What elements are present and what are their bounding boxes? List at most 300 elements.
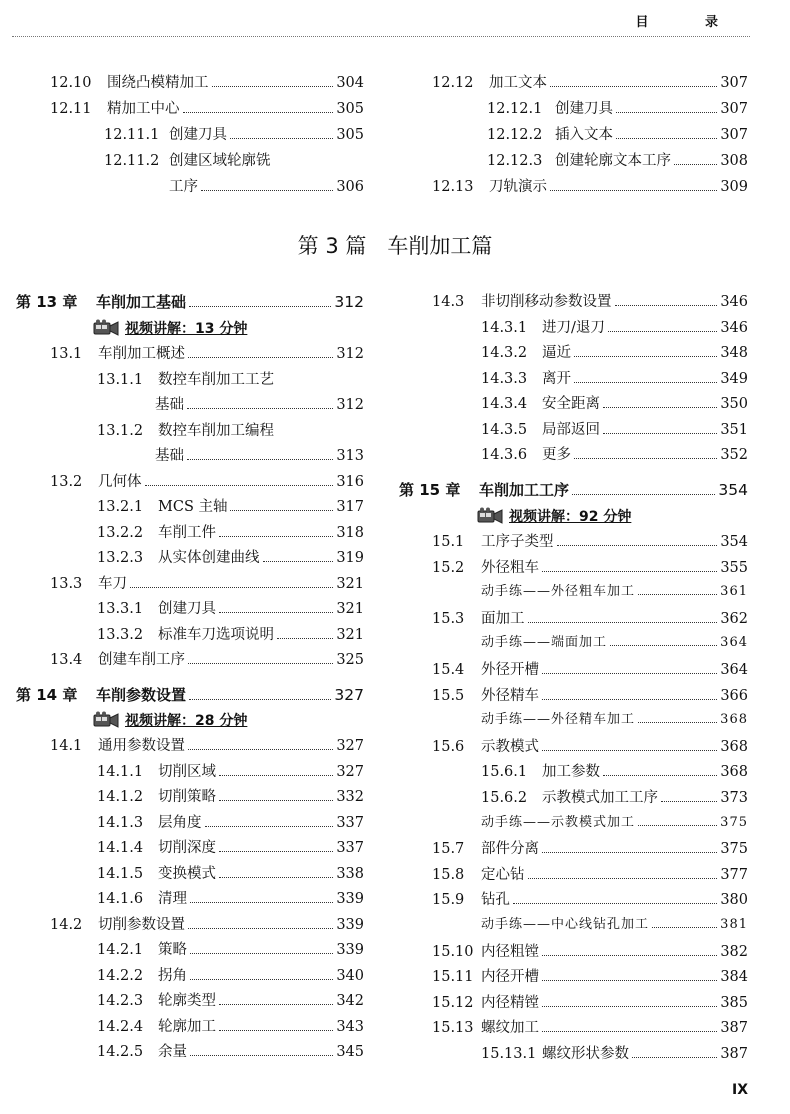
toc-entry[interactable]: [432, 73, 748, 93]
entry-page: 387: [720, 1020, 748, 1037]
entry-number: 13.2.2: [97, 524, 144, 541]
dot-leader: [190, 940, 333, 954]
exercise-entry[interactable]: [481, 581, 748, 602]
entry-number: 15.6.1: [481, 764, 528, 781]
toc-entry[interactable]: [432, 660, 748, 680]
toc-entry[interactable]: [432, 967, 748, 987]
entry-title: MCS 主轴: [158, 499, 228, 515]
toc-entry[interactable]: [97, 864, 364, 884]
toc-entry[interactable]: [481, 318, 748, 338]
dot-leader: [542, 686, 717, 700]
toc-entry[interactable]: [481, 788, 748, 808]
entry-number: 12.11: [50, 101, 92, 117]
entry-number: 14.2.1: [97, 942, 144, 958]
entry-page: 339: [336, 891, 364, 907]
chapter-heading[interactable]: [16, 292, 364, 312]
entry-page: 305: [336, 101, 364, 117]
video-camera-icon: [93, 319, 119, 337]
entry-number: 13.1.1: [97, 371, 144, 388]
entry-page: 361: [720, 584, 748, 600]
entry-page: 355: [720, 559, 748, 576]
entry-number: 14.1.5: [97, 865, 144, 882]
video-duration: 视频讲解：92 分钟: [509, 509, 632, 525]
entry-number: 15.13: [432, 1020, 474, 1037]
toc-entry[interactable]: [50, 99, 364, 119]
entry-title: 车削加工概述: [98, 346, 185, 362]
entry-number: 14.1.2: [97, 789, 144, 805]
entry-number: 13.4: [50, 652, 83, 668]
entry-page: 327: [336, 738, 364, 754]
entry-page: 306: [336, 179, 364, 195]
toc-entry[interactable]: [432, 865, 748, 885]
dot-leader: [188, 650, 333, 664]
entry-title: 轮廓加工: [158, 1018, 216, 1035]
entry-page: 308: [720, 153, 748, 169]
entry-page: 332: [336, 789, 364, 805]
toc-entry[interactable]: [481, 445, 748, 465]
dot-leader: [219, 1017, 333, 1031]
toc-entry[interactable]: [97, 838, 364, 858]
entry-page: 321: [336, 601, 364, 617]
toc-entry[interactable]: [432, 1018, 748, 1038]
entry-title: 层角度: [158, 814, 202, 831]
entry-title: 车刀: [98, 575, 127, 592]
entry-title: 切削参数设置: [98, 916, 185, 933]
entry-page: 312: [336, 346, 364, 362]
toc-entry[interactable]: [432, 292, 748, 312]
dot-leader: [574, 343, 717, 357]
entry-page: 368: [720, 712, 748, 728]
entry-page: 339: [336, 916, 364, 933]
entry-number: 15.6: [432, 738, 465, 755]
entry-number: 14.1: [50, 738, 83, 754]
entry-title: 切削区域: [158, 763, 216, 780]
header-title: 目 录: [635, 15, 744, 30]
toc-entry[interactable]: [50, 915, 364, 935]
entry-title: 拐角: [158, 967, 187, 984]
entry-title: 内径精镗: [481, 994, 539, 1011]
entry-page: 313: [336, 448, 364, 464]
entry-title: 螺纹形状参数: [542, 1046, 629, 1062]
toc-entry[interactable]: [432, 609, 748, 629]
entry-number: 14.3.5: [481, 421, 528, 438]
toc-entry[interactable]: [169, 177, 364, 197]
entry-page: 346: [720, 319, 748, 336]
dot-leader: [542, 839, 717, 853]
toc-entry[interactable]: [481, 1044, 748, 1064]
dot-leader: [542, 967, 717, 981]
entry-number: 15.11: [432, 969, 474, 986]
entry-page: 337: [336, 814, 364, 831]
dot-leader: [219, 762, 333, 776]
dot-leader: [542, 993, 717, 1007]
toc-entry[interactable]: [50, 574, 364, 594]
toc-entry[interactable]: [104, 125, 364, 145]
entry-title: 外径精车: [481, 687, 539, 704]
entry-number: 14.2: [50, 916, 83, 933]
dot-leader: [183, 99, 334, 113]
entry-title: 动手练——外径精车加工: [481, 712, 636, 728]
entry-page: 354: [720, 534, 748, 550]
entry-title: 部件分离: [481, 841, 539, 858]
header-rule: [12, 36, 750, 37]
toc-entry[interactable]: [97, 1042, 364, 1062]
entry-title: 车削加工工序: [479, 481, 570, 499]
entry-page: 373: [720, 790, 748, 806]
entry-number: 15.2: [432, 559, 465, 576]
entry-number: 15.12: [432, 994, 474, 1011]
entry-page: 364: [720, 635, 748, 651]
dot-leader: [542, 942, 717, 956]
entry-number: 15.4: [432, 662, 465, 678]
entry-title: 数控车削加工编程: [158, 422, 274, 439]
dot-leader: [188, 915, 333, 929]
dot-leader: [603, 394, 717, 408]
dot-leader: [550, 177, 717, 191]
entry-page: 377: [720, 866, 748, 883]
toc-entry[interactable]: [432, 839, 748, 859]
toc-entry[interactable]: [481, 762, 748, 782]
toc-entry[interactable]: [97, 370, 364, 390]
entry-number: 14.1.6: [97, 891, 144, 907]
dot-leader: [638, 709, 717, 723]
entry-title: 逼近: [542, 345, 571, 361]
entry-title: 更多: [542, 447, 571, 463]
entry-page: 309: [720, 179, 748, 195]
entry-number: 第 14 章: [16, 686, 78, 704]
dot-leader: [528, 865, 718, 879]
dot-leader: [513, 890, 717, 904]
exercise-entry[interactable]: [481, 632, 748, 653]
entry-page: 343: [336, 1018, 364, 1035]
entry-page: 348: [720, 345, 748, 361]
entry-page: 317: [336, 499, 364, 515]
entry-number: 14.2.3: [97, 993, 144, 1009]
toc-entry[interactable]: [481, 420, 748, 440]
toc-entry[interactable]: [432, 177, 748, 197]
entry-title: 几何体: [98, 473, 142, 490]
dot-leader: [277, 625, 333, 639]
entry-page: 366: [720, 687, 748, 704]
entry-title: 精加工中心: [107, 101, 180, 117]
entry-number: 14.1.3: [97, 814, 144, 831]
toc-entry[interactable]: [432, 993, 748, 1013]
entry-title: 刀轨演示: [489, 179, 547, 195]
entry-page: 339: [336, 942, 364, 958]
dot-leader: [219, 991, 333, 1005]
entry-page: 354: [718, 481, 748, 499]
entry-number: 12.11.1: [104, 127, 160, 143]
entry-number: 15.7: [432, 841, 465, 858]
dot-leader: [542, 1018, 717, 1032]
entry-page: 368: [720, 764, 748, 781]
entry-number: 14.2.5: [97, 1044, 144, 1060]
entry-number: 14.3.1: [481, 319, 528, 336]
toc-entry[interactable]: [432, 558, 748, 578]
entry-number: 13.3: [50, 575, 83, 592]
entry-title: 车削工件: [158, 524, 216, 541]
entry-title: 离开: [542, 370, 571, 387]
entry-number: 第 15 章: [399, 481, 461, 499]
dot-leader: [219, 787, 333, 801]
entry-number: 14.3: [432, 294, 465, 310]
entry-page: 319: [336, 550, 364, 566]
entry-number: 15.3: [432, 610, 465, 627]
entry-title: 动手练——示教模式加工: [481, 814, 636, 830]
toc-entry[interactable]: [155, 395, 364, 415]
dot-leader: [130, 574, 333, 588]
toc-entry[interactable]: [481, 369, 748, 389]
toc-entry[interactable]: [97, 966, 364, 986]
toc-entry[interactable]: [50, 472, 364, 492]
entry-title: 外径粗车: [481, 559, 539, 576]
video-duration: 视频讲解：28 分钟: [125, 713, 248, 729]
entry-page: 337: [336, 840, 364, 856]
entry-page: 385: [720, 994, 748, 1011]
toc-entry[interactable]: [97, 1017, 364, 1037]
entry-page: 342: [336, 993, 364, 1009]
dot-leader: [528, 609, 718, 623]
entry-title: 切削深度: [158, 840, 216, 856]
entry-number: 13.1.2: [97, 422, 144, 439]
dot-leader: [189, 686, 331, 700]
dot-leader: [187, 446, 333, 460]
dot-leader: [661, 788, 717, 802]
entry-title: 变换模式: [158, 865, 216, 882]
entry-title: 内径粗镗: [481, 943, 539, 960]
entry-page: 362: [720, 610, 748, 627]
toc-entry[interactable]: [487, 99, 748, 119]
entry-page: 387: [720, 1046, 748, 1062]
entry-page: 345: [336, 1044, 364, 1060]
entry-page: 305: [336, 127, 364, 143]
entry-title: 安全距离: [542, 396, 600, 412]
toc-entry[interactable]: [432, 737, 748, 757]
entry-title: 基础: [155, 397, 184, 413]
dot-leader: [219, 599, 333, 613]
dot-leader: [542, 737, 717, 751]
page-header: [12, 0, 750, 38]
entry-page: 380: [720, 892, 748, 909]
entry-page: 351: [720, 421, 748, 438]
toc-entry[interactable]: [487, 125, 748, 145]
entry-page: 338: [336, 865, 364, 882]
entry-title: 示教模式: [481, 738, 539, 755]
entry-title: 创建轮廓文本工序: [555, 153, 671, 169]
toc-entry[interactable]: [97, 762, 364, 782]
dot-leader: [230, 125, 333, 139]
entry-number: 14.3.6: [481, 447, 528, 463]
toc-entry[interactable]: [155, 446, 364, 466]
dot-leader: [574, 369, 717, 383]
entry-title: 创建刀具: [555, 101, 613, 117]
entry-number: 13.3.1: [97, 601, 144, 617]
entry-page: 346: [720, 294, 748, 310]
dot-leader: [542, 660, 717, 674]
entry-number: 12.13: [432, 179, 474, 195]
entry-number: 14.1.1: [97, 763, 144, 780]
exercise-entry[interactable]: [481, 812, 748, 833]
entry-title: 进刀/退刀: [542, 319, 605, 336]
toc-entry[interactable]: [97, 940, 364, 960]
toc-entry[interactable]: [50, 650, 364, 670]
entry-title: 创建刀具: [169, 127, 227, 143]
entry-title: 通用参数设置: [98, 738, 185, 754]
entry-number: 12.10: [50, 75, 92, 91]
entry-number: 15.1: [432, 534, 465, 550]
toc-entry[interactable]: [97, 523, 364, 543]
entry-title: 创建区域轮廓铣: [169, 153, 271, 169]
toc-entry[interactable]: [432, 686, 748, 706]
entry-page: 352: [720, 447, 748, 463]
entry-number: 15.10: [432, 943, 474, 960]
dot-leader: [610, 632, 717, 646]
video-lecture[interactable]: [93, 710, 247, 730]
dot-leader: [638, 581, 717, 595]
dot-leader: [190, 966, 333, 980]
dot-leader: [201, 177, 333, 191]
toc-entry[interactable]: [432, 942, 748, 962]
video-camera-icon: [93, 711, 119, 729]
entry-title: 内径开槽: [481, 969, 539, 986]
entry-title: 策略: [158, 942, 187, 958]
entry-title: 创建车削工序: [98, 652, 185, 668]
toc-entry[interactable]: [432, 532, 748, 552]
dot-leader: [189, 293, 331, 307]
dot-leader: [219, 864, 333, 878]
entry-page: 327: [334, 686, 364, 704]
dot-leader: [638, 812, 717, 826]
entry-number: 13.2: [50, 473, 83, 490]
video-duration: 视频讲解：13 分钟: [125, 321, 248, 337]
dot-leader: [190, 1042, 333, 1056]
entry-title: 面加工: [481, 610, 525, 627]
entry-title: 余量: [158, 1044, 187, 1060]
dot-leader: [542, 558, 717, 572]
entry-number: 14.1.4: [97, 840, 144, 856]
entry-title: 工序子类型: [481, 534, 554, 550]
entry-title: 非切削移动参数设置: [481, 294, 612, 310]
dot-leader: [205, 813, 334, 827]
entry-page: 375: [720, 814, 748, 830]
entry-number: 第 13 章: [16, 293, 78, 311]
toc-entry[interactable]: [97, 548, 364, 568]
entry-page: 321: [336, 575, 364, 592]
entry-title: 从实体创建曲线: [158, 550, 260, 566]
toc-entry[interactable]: [481, 343, 748, 363]
dot-leader: [550, 73, 717, 87]
entry-number: 13.1: [50, 346, 83, 362]
entry-page: 384: [720, 969, 748, 986]
toc-entry[interactable]: [50, 344, 364, 364]
dot-leader: [574, 445, 717, 459]
dot-leader: [188, 736, 333, 750]
entry-title: 基础: [155, 448, 184, 464]
entry-page: 325: [336, 652, 364, 668]
entry-title: 动手练——外径粗车加工: [481, 584, 636, 600]
dot-leader: [615, 292, 718, 306]
entry-number: 12.12.3: [487, 153, 543, 169]
toc-entry[interactable]: [481, 394, 748, 414]
toc-entry[interactable]: [97, 421, 364, 441]
dot-leader: [263, 548, 334, 562]
toc-entry[interactable]: [104, 151, 364, 171]
entry-page: 304: [336, 75, 364, 91]
entry-title: 围绕凸模精加工: [107, 75, 209, 91]
entry-number: 12.12.2: [487, 127, 543, 143]
entry-page: 381: [720, 917, 748, 932]
entry-number: 13.2.1: [97, 499, 144, 515]
entry-page: 307: [720, 101, 748, 117]
toc-entry[interactable]: [97, 889, 364, 909]
toc-entry[interactable]: [97, 991, 364, 1011]
entry-number: 12.12.1: [487, 101, 543, 117]
entry-number: 12.12: [432, 75, 474, 91]
toc-entry[interactable]: [50, 736, 364, 756]
dot-leader: [652, 914, 717, 928]
toc-entry[interactable]: [97, 787, 364, 807]
entry-number: 14.2.2: [97, 967, 144, 984]
chapter-heading[interactable]: [16, 685, 364, 705]
dot-leader: [230, 497, 333, 511]
entry-number: 15.8: [432, 866, 465, 883]
video-lecture[interactable]: [477, 506, 631, 526]
toc-entry[interactable]: [487, 151, 748, 171]
entry-page: 340: [336, 967, 364, 984]
entry-number: 15.13.1: [481, 1046, 537, 1062]
entry-title: 工序: [169, 179, 198, 195]
exercise-entry[interactable]: [481, 914, 748, 935]
exercise-entry[interactable]: [481, 709, 748, 730]
entry-title: 插入文本: [555, 127, 613, 143]
entry-number: 13.2.3: [97, 550, 144, 566]
entry-title: 轮廓类型: [158, 993, 216, 1009]
entry-title: 螺纹加工: [481, 1020, 539, 1037]
entry-title: 加工参数: [542, 764, 600, 781]
entry-title: 定心钻: [481, 866, 525, 883]
dot-leader: [674, 151, 717, 165]
entry-page: 382: [720, 943, 748, 960]
dot-leader: [219, 838, 333, 852]
dot-leader: [188, 344, 333, 358]
toc-entry[interactable]: [97, 813, 364, 833]
dot-leader: [187, 395, 333, 409]
entry-title: 创建刀具: [158, 601, 216, 617]
toc-entry[interactable]: [50, 73, 364, 93]
toc-entry[interactable]: [97, 599, 364, 619]
dot-leader: [190, 889, 333, 903]
part-title: 第 3 篇 车削加工篇: [297, 234, 493, 258]
toc-entry[interactable]: [97, 625, 364, 645]
page-number: IX: [731, 1082, 748, 1098]
toc-entry[interactable]: [432, 890, 748, 910]
dot-leader: [145, 472, 334, 486]
dot-leader: [572, 481, 715, 495]
entry-number: 15.5: [432, 687, 465, 704]
entry-title: 示教模式加工工序: [542, 790, 658, 806]
entry-number: 12.11.2: [104, 153, 160, 169]
entry-number: 15.9: [432, 892, 465, 909]
entry-page: 321: [336, 626, 364, 643]
chapter-heading[interactable]: [399, 480, 748, 500]
entry-title: 外径开槽: [481, 662, 539, 678]
entry-title: 清理: [158, 891, 187, 907]
entry-title: 动手练——端面加工: [481, 635, 608, 651]
entry-page: 316: [336, 473, 364, 490]
video-lecture[interactable]: [93, 318, 247, 338]
entry-page: 307: [720, 127, 748, 143]
toc-entry[interactable]: [97, 497, 364, 517]
